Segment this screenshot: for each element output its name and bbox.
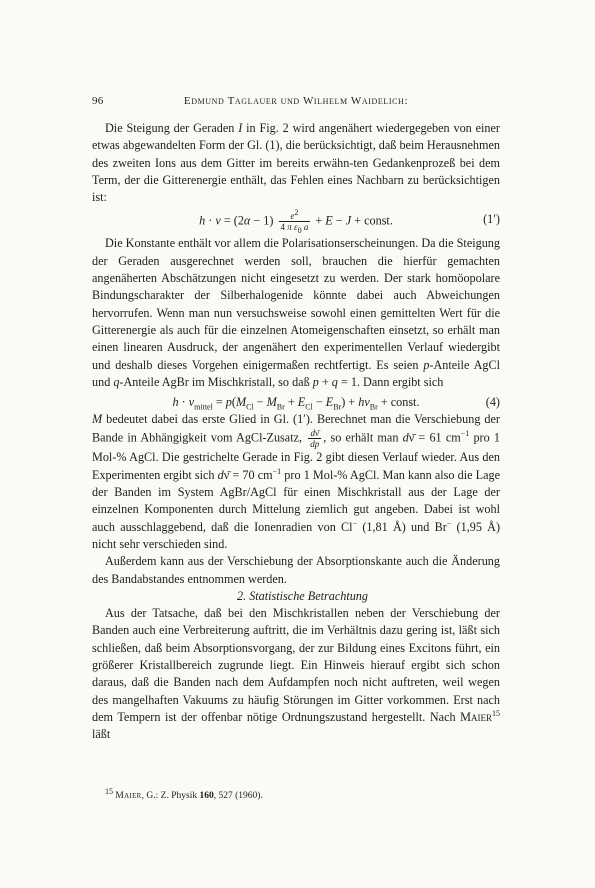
equation-4 xyxy=(92,391,500,411)
section-title: 2. Statistische Betrachtung xyxy=(237,588,368,603)
body-text xyxy=(92,120,500,744)
paragraph-1: Die Steigung der Geraden I in Fig. 2 wird angenähert wiedergegeben von einer etwas abgewandelten Form der Gl. (1), die berücksichtigt, daß beim Herausnehmen des zweiten Ions aus dem Gitter im bereits erwähn-ten Gedankenprozeß bei dem Term, der die Gitterenergie enthält, das Fehlen eines Nachbarn zu berücksichtigen ist: xyxy=(92,121,500,205)
equation-4-expression: $h \cdot \nu_{mittel} = p(M_{Cl} - M_{Br} + E_{Cl} - E_{Br}) + h\nu_{Br}$ + const. xyxy=(172,395,420,412)
paragraph-4: Außerdem kann aus der Verschiebung der Absorptionskante auch die Änderung des Bandabstandes entnommen werden. xyxy=(92,554,500,586)
page-number: 96 xyxy=(92,95,104,107)
paragraph-2: Die Konstante enthält vor allem die Polarisationserscheinungen. Da die Steigung der Geraden ausgerechnet werden soll, brauchen die hierfür gemachten angenäherten Abschätzungen nicht eingesetzt zu werden. Der stark homöopolare Bindungscharakter der Silberhalogenide könnte dabei auch Abweichungen hervorrufen. Wenn man nun versuchsweise sowohl einen gemittelten Wert für die Gitterenergie als auch für die einzelnen Atomeigenschaften einsetzt, so erhält man einen linearen Ausdruck, der angenähert den experimentellen Verlauf wiedergibt und deshalb dieses Vorgehen einigermaßen rechtfertigt. Es seien p-Anteile AgCl und q-Anteile AgBr im Mischkristall, so daß p + q = 1. Dann ergibt sich xyxy=(92,236,500,389)
equation-1-prime xyxy=(92,208,500,236)
symbol-M: M xyxy=(92,412,103,427)
footnote-marker: 15 xyxy=(105,786,113,796)
equation-1-number: (1′) xyxy=(483,212,500,227)
equation-1-expression: h · ν = (2α − 1) $\frac{e^2}{4 \pi \varepsilon_0 a}$ + E − J + const. xyxy=(199,208,393,236)
footnote-text: Maier, G.: Z. Physik 160, 527 (1960). xyxy=(115,791,263,801)
running-head-authors: Edmund Taglauer und Wilhelm Waidelich: xyxy=(183,95,409,107)
paragraph-3: M bedeutet dabei das erste Glied in Gl. (1′). Berechnet man die Verschiebung der Bande in Abhängigkeit vom AgCl-Zusatz, $\frac{d\nū}{dp}$ , so erhält man dν̄ = 61 $cm^{-1}$ pro 1 Mol-% AgCl. Die gestrichelte Gerade in Fig. 2 gibt diesen Verlauf wieder. Aus den Experimenten ergibt sich dν̄ = 70 $cm^{-1}$ pro 1 Mol-% AgCl. Man kann also die Lage der Banden im System AgBr/AgCl für einen Mischkristall aus der Lage der einzelnen Komponenten durch Mittelung ziemlich gut angeben. Dabei ist wohl auch ausschlaggebend, daß die Ionenradien von Cl− (1,81 Å) und Br− (1,95 Å) nicht sehr verschieden sind. xyxy=(92,412,501,551)
derivative-fraction: $\frac{d\nū}{dp}$ xyxy=(310,428,320,450)
paragraph-5: Aus der Tatsache, daß bei den Mischkristallen neben der Verschiebung der Banden auch eine Verbreiterung auftritt, die im Verhältnis dazu gering ist, läßt sich schließen, daß beim Absorptionsvorgang, der zur Bildung eines Excitons führt, ein größerer Kristallbereich zugrunde liegt. Ein Hinweis hierauf ergibt sich schon daraus, daß die Banden nach dem Aufdampfen noch nicht auftreten, weil wegen des mangelhaften Vakuums zu häufig Störungen im Gitter vorkommen. Erst nach dem Tempern ist der offenbar nötige Ordnungszustand hergestellt. Nach Maier$^{15}$ läßt xyxy=(92,606,500,742)
footnote xyxy=(105,786,263,801)
equation-4-number: (4) xyxy=(485,395,500,410)
